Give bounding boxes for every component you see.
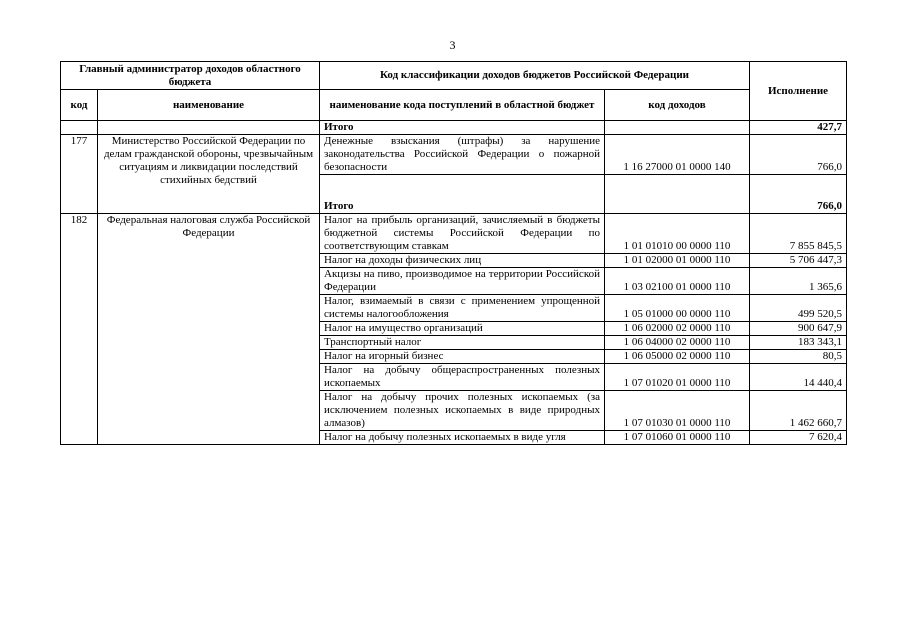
header-admin-group: Главный администратор доходов областного бюджета	[61, 62, 320, 90]
admin-name: Министерство Российской Федерации по делам гражданской обороны, чрезвычайным ситуациям и ликвидации последствий стихийных бедствий	[98, 135, 320, 214]
revenue-code: 1 05 01000 00 0000 110	[605, 295, 750, 322]
revenue-value: 7 620,4	[750, 431, 847, 445]
revenue-description: Налог на имущество организаций	[320, 322, 605, 336]
page-number: 3	[449, 38, 456, 52]
table-row	[61, 214, 847, 254]
admin-code: 182	[61, 214, 98, 445]
table-row	[61, 135, 847, 175]
revenue-value: 766,0	[750, 135, 847, 175]
revenue-description: Налог на добычу общераспространенных полезных ископаемых	[320, 364, 605, 391]
header-code: код	[61, 90, 98, 121]
revenue-value: 1 462 660,7	[750, 391, 847, 431]
header-name: наименование	[98, 90, 320, 121]
revenue-value: 900 647,9	[750, 322, 847, 336]
revenue-value: 7 855 845,5	[750, 214, 847, 254]
header-classification-group: Код классификации доходов бюджетов Российской Федерации	[320, 62, 750, 90]
total-label: Итого	[320, 121, 605, 135]
header-receipt-name: наименование кода поступлений в областной бюджет	[320, 90, 605, 121]
admin-code: 177	[61, 135, 98, 214]
revenue-description: Транспортный налог	[320, 336, 605, 350]
admin-name: Федеральная налоговая служба Российской Федерации	[98, 214, 320, 445]
header-revenue-code: код доходов	[605, 90, 750, 121]
revenue-code: 1 16 27000 01 0000 140	[605, 135, 750, 175]
revenue-value: 5 706 447,3	[750, 254, 847, 268]
revenue-description: Налог на прибыль организаций, зачисляемый в бюджеты бюджетной системы Российской Федерации по соответствующим ставкам	[320, 214, 605, 254]
revenue-code: 1 06 05000 02 0000 110	[605, 350, 750, 364]
revenue-description: Налог на добычу прочих полезных ископаемых (за исключением полезных ископаемых в виде природных алмазов)	[320, 391, 605, 431]
revenue-code: 1 07 01030 01 0000 110	[605, 391, 750, 431]
revenue-value: 1 365,6	[750, 268, 847, 295]
revenue-code: 1 01 01010 00 0000 110	[605, 214, 750, 254]
total-value: 427,7	[750, 121, 847, 135]
revenue-description: Налог на доходы физических лиц	[320, 254, 605, 268]
revenue-description: Акцизы на пиво, производимое на территории Российской Федерации	[320, 268, 605, 295]
revenue-table	[60, 61, 847, 445]
revenue-value: 80,5	[750, 350, 847, 364]
revenue-value: 499 520,5	[750, 295, 847, 322]
revenue-description: Налог на игорный бизнес	[320, 350, 605, 364]
revenue-description: Налог, взимаемый в связи с применением упрощенной системы налогообложения	[320, 295, 605, 322]
revenue-description: Денежные взыскания (штрафы) за нарушение законодательства Российской Федерации о пожарной безопасности	[320, 135, 605, 175]
revenue-code: 1 07 01020 01 0000 110	[605, 364, 750, 391]
revenue-code: 1 07 01060 01 0000 110	[605, 431, 750, 445]
total-value: 766,0	[750, 175, 847, 214]
revenue-value: 183 343,1	[750, 336, 847, 350]
revenue-description: Налог на добычу полезных ископаемых в виде угля	[320, 431, 605, 445]
revenue-code: 1 06 02000 02 0000 110	[605, 322, 750, 336]
revenue-code: 1 03 02100 01 0000 110	[605, 268, 750, 295]
revenue-code: 1 01 02000 01 0000 110	[605, 254, 750, 268]
revenue-code: 1 06 04000 02 0000 110	[605, 336, 750, 350]
total-row	[61, 121, 847, 135]
total-label: Итого	[320, 175, 605, 214]
header-execution: Исполнение	[750, 62, 847, 121]
revenue-value: 14 440,4	[750, 364, 847, 391]
